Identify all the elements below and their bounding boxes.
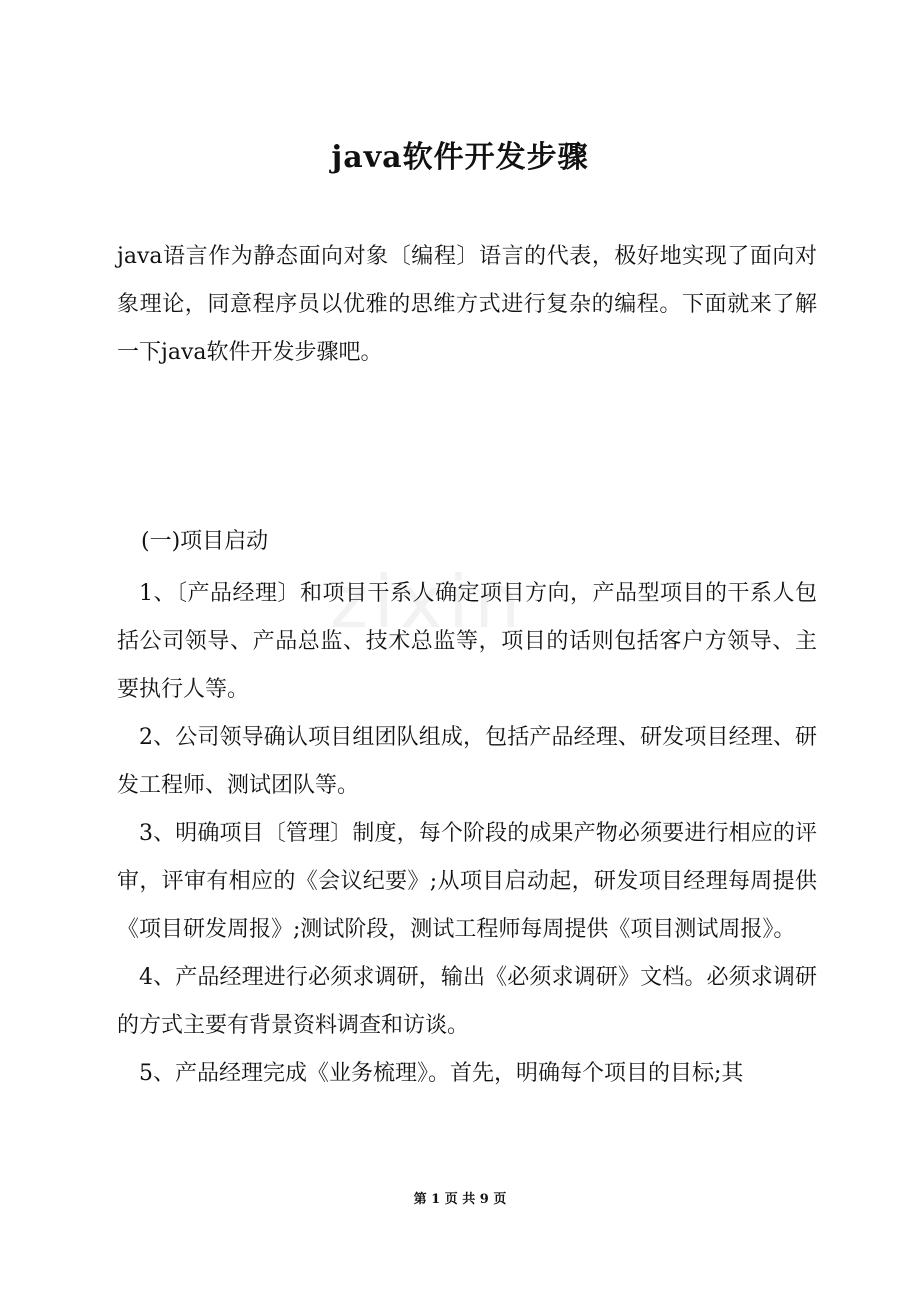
document-title: java软件开发步骤 bbox=[331, 140, 589, 175]
list-item: 5、产品经理完成《业务梳理》。首先，明确每个项目的目标;其 bbox=[139, 1061, 744, 1086]
list-item: 1、〔产品经理〕和项目干系人确定项目方向，产品型项目的干系人包括公司领导、产品总监、技术总监等，项目的话则包括客户方领导、主要执行人等。 bbox=[117, 581, 817, 702]
section-project-start bbox=[117, 522, 817, 1098]
list-item: 2、公司领导确认项目组团队组成，包括产品经理、研发项目经理、研发工程师、测试团队等。 bbox=[117, 725, 817, 798]
section-heading: (一)项目启动 bbox=[141, 529, 269, 554]
intro-paragraph: java语言作为静态面向对象〔编程〕语言的代表，极好地实现了面向对象理论，同意程序员以优雅的思维方式进行复杂的编程。下面就来了解一下java软件开发步骤吧。 bbox=[117, 244, 817, 365]
page-footer: 第 1 页 共 9 页 bbox=[413, 1192, 507, 1207]
list-item: 4、产品经理进行必须求调研，输出《必须求调研》文档。必须求调研的方式主要有背景资料调查和访谈。 bbox=[117, 965, 817, 1038]
watermark: zixin bbox=[330, 560, 527, 644]
list-item: 3、明确项目〔管理〕制度，每个阶段的成果产物必须要进行相应的评审，评审有相应的《会议纪要》;从项目启动起，研发项目经理每周提供《项目研发周报》;测试阶段，测试工程师每周提供《项目测试周报》。 bbox=[117, 821, 817, 942]
